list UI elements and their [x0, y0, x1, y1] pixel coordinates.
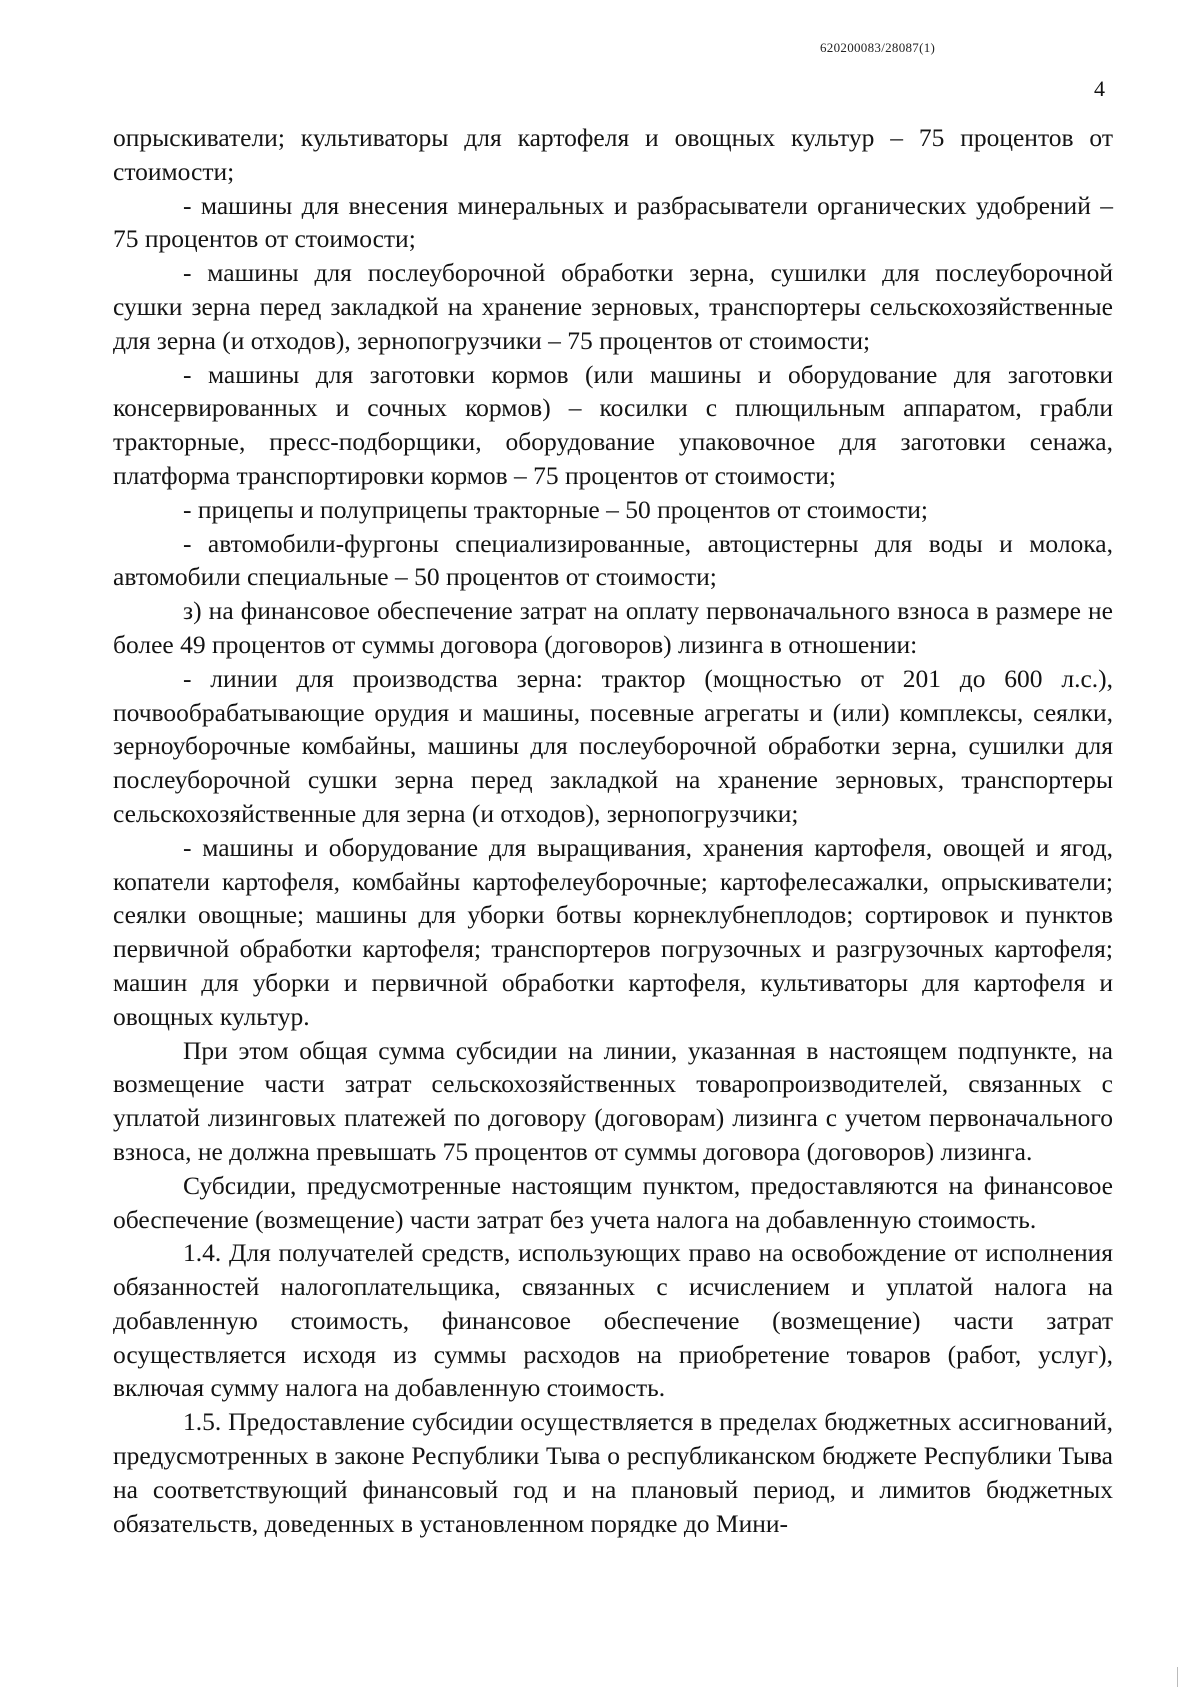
paragraph-trailers: - прицепы и полуприцепы тракторные – 50 процентов от стоимости; — [183, 494, 929, 524]
paragraph-vehicles: - автомобили-фургоны специализированные, автоцистерны для воды и молока, автомобили специальные – 50 процентов от стоимости; — [113, 528, 1113, 592]
paragraph-initial-payment: з) на финансовое обеспечение затрат на оплату первоначального взноса в размере не более 49 процентов от суммы договора (договоров) лизинга в отношении: — [113, 596, 1113, 659]
paragraph-subsidy-limit: При этом общая сумма субсидии на линии, указанная в настоящем подпункте, на возмещение части затрат сельскохозяйственных товаропроизводителей, связанных с уплатой лизинговых платежей по договору (договорам) лизинга с учетом первоначального взноса, не должна превышать 75 процентов от суммы договора (договоров) лизинга. — [113, 1035, 1113, 1166]
scan-edge-mark — [1177, 1667, 1192, 1687]
paragraph-section-1-4: 1.4. Для получателей средств, использующих право на освобождение от исполнения обязанностей налогоплательщика, связанных с исчислением и уплатой налога на добавленную стоимость, финансовое обеспечение (возмещение) части затрат осуществляется исходя из суммы расходов на приобретение товаров (работ, услуг), включая сумму налога на добавленную стоимость. — [113, 1238, 1113, 1403]
paragraph-section-1-5: 1.5. Предоставление субсидии осуществляется в пределах бюджетных ассигнований, предусмотренных в законе Республики Тыва о республиканском бюджете Республики Тыва на соответствующий финансовый год и на плановый период, и лимитов бюджетных обязательств, доведенных в установленном порядке до Мини- — [113, 1407, 1113, 1538]
document-registration-number: 620200083/28087(1) — [820, 40, 936, 55]
document-body — [113, 121, 1113, 1540]
paragraph-feed-machines: - машины для заготовки кормов (или машины и оборудование для заготовки консервированных и сочных кормов) – косилки с плющильным аппаратом, грабли тракторные, пресс-подборщики, оборудование упаковочное для заготовки сенажа, платформа транспортировки кормов – 75 процентов от стоимости; — [113, 359, 1113, 490]
paragraph-grain-lines: - линии для производства зерна: трактор (мощностью от 201 до 600 л.с.), почвообрабатывающие орудия и машины, посевные агрегаты и (или) комплексы, сеялки, зерноуборочные комбайны, машины для послеуборочной обработки зерна, сушилки для послеуборочной сушки зерна перед закладкой на хранение зерновых, транспортеры сельскохозяйственные для зерна (и отходов), зернопогрузчики; — [113, 663, 1113, 828]
paragraph-grain-post-harvest: - машины для послеуборочной обработки зерна, сушилки для послеуборочной сушки зерна перед закладкой на хранение зерновых, транспортеры сельскохозяйственные для зерна (и отходов), зернопогрузчики – 75 процентов от стоимости; — [113, 258, 1113, 355]
paragraph-continuation: опрыскиватели; культиваторы для картофеля и овощных культур – 75 процентов от стоимости; — [113, 123, 1113, 186]
paragraph-potato-machines: - машины и оборудование для выращивания, хранения картофеля, овощей и ягод, копатели картофеля, комбайны картофелеуборочные; картофелесажалки, опрыскиватели; сеялки овощные; машины для уборки ботвы корнеклубнеплодов; сортировок и пунктов первичной обработки картофеля; транспортеров погрузочных и разгрузочных картофеля; машин для уборки и первичной обработки картофеля, культиваторы для картофеля и овощных культур. — [113, 832, 1113, 1031]
paragraph-fertilizer-machines: - машины для внесения минеральных и разбрасыватели органических удобрений – 75 процентов от стоимости; — [113, 190, 1113, 254]
page-number: 4 — [1094, 76, 1105, 101]
paragraph-vat-exclusion: Субсидии, предусмотренные настоящим пунктом, предоставляются на финансовое обеспечение (возмещение) части затрат без учета налога на добавленную стоимость. — [113, 1170, 1113, 1234]
